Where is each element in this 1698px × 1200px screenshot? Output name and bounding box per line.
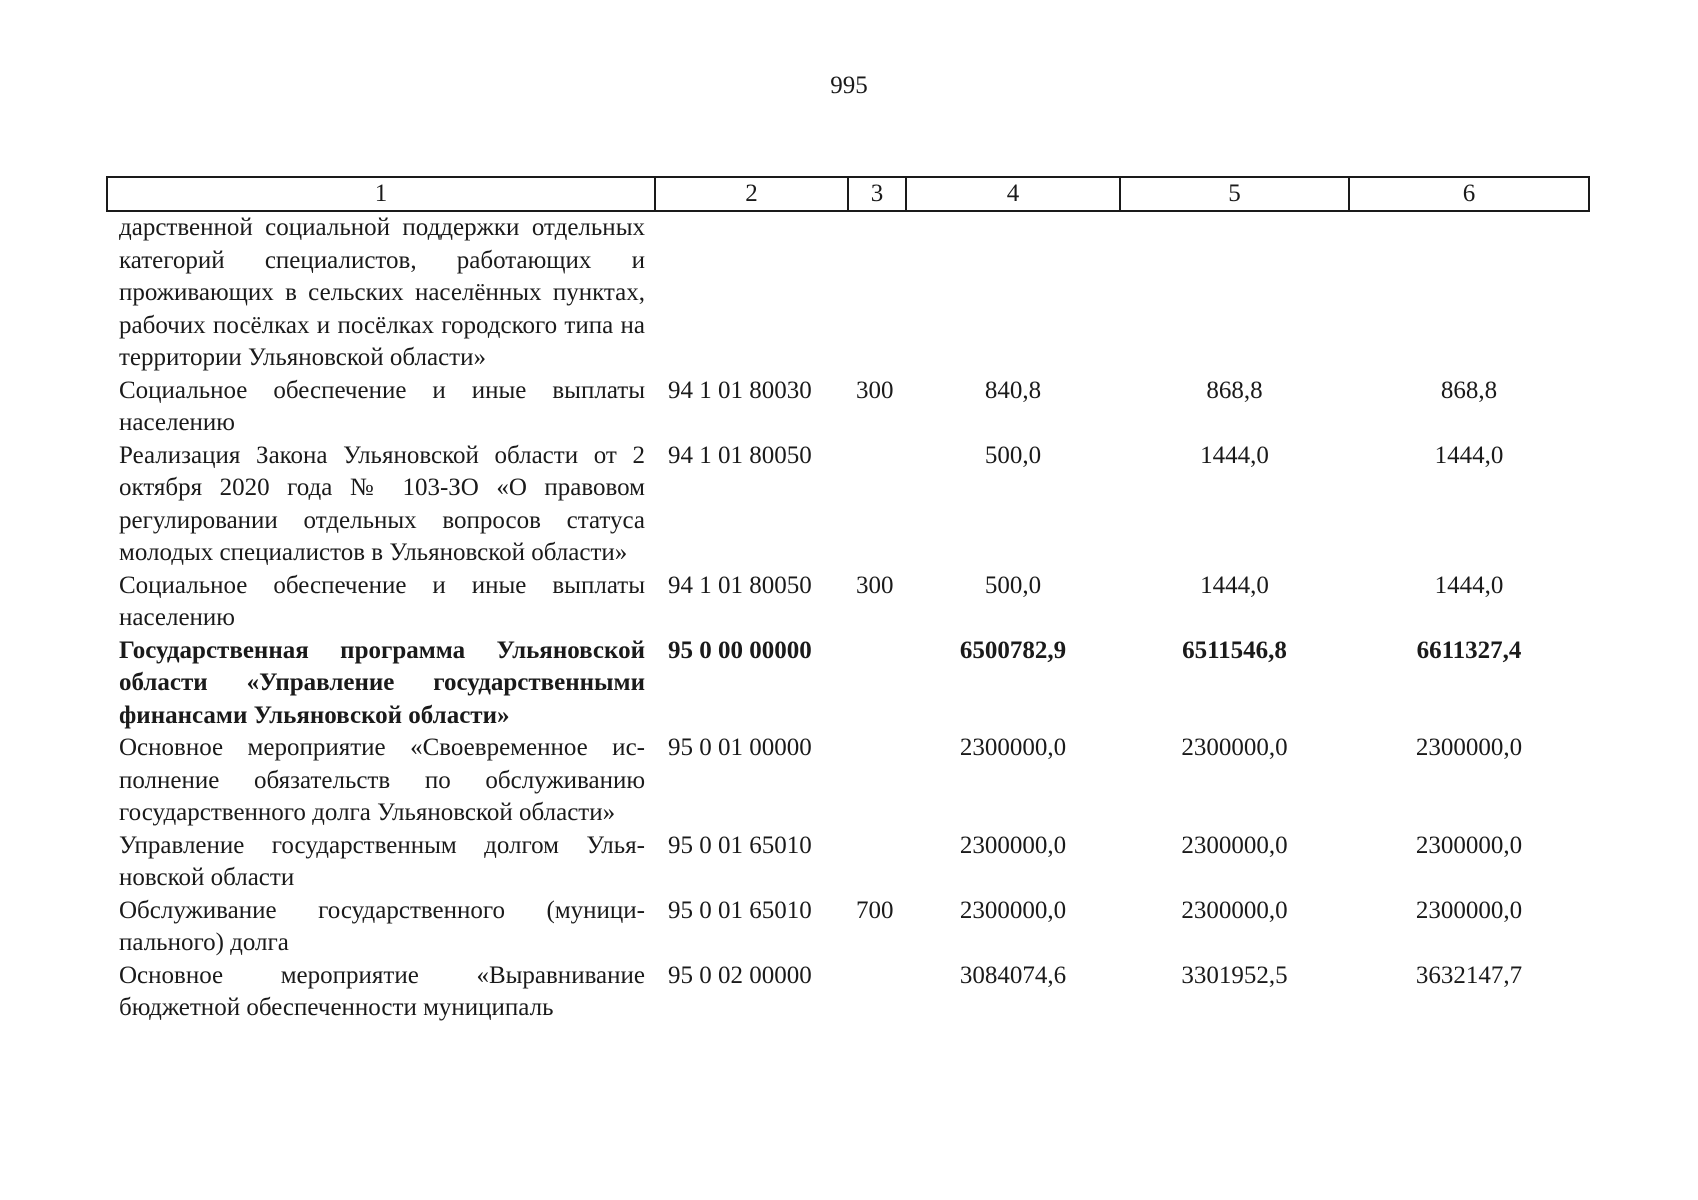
- row-value-2023-cell: [1349, 211, 1589, 375]
- row-value-2023-cell: 1444,0: [1434, 441, 1504, 469]
- row-value-2022-cell: 1444,0: [1200, 571, 1269, 599]
- row-value-2021-cell: 500,0: [984, 571, 1042, 599]
- row-value-2023-cell: 3632147,7: [1415, 961, 1523, 989]
- row-name-cell: Обслуживание государственного (муниципального) долга: [119, 896, 645, 956]
- row-code-cell: 94 1 01 80050: [668, 571, 812, 599]
- row-expense-type-cell: 700: [856, 896, 894, 924]
- row-expense-type-cell: [848, 830, 906, 895]
- row-code-cell: 94 1 01 80050: [668, 441, 812, 469]
- row-code-cell: 94 1 01 80030: [668, 376, 812, 404]
- table-row: [107, 732, 1589, 830]
- row-value-2022-cell: 2300000,0: [1181, 734, 1288, 761]
- table-row: [107, 635, 1589, 733]
- column-header-3: 3: [848, 177, 906, 211]
- row-name-cell: дарственной социальной поддержки отдельных категорий специалистов, работающих и проживающих в сельских населённых пунктах, рабочих посёлках и посёлках городского типа на территории Ульяновской области»: [119, 214, 645, 371]
- row-name-cell: Социальное обеспечение и иные выплаты населению: [119, 376, 645, 436]
- column-header-5: 5: [1120, 177, 1349, 211]
- row-code-cell: 95 0 01 65010: [668, 896, 812, 924]
- row-value-2021-cell: 3084074,6: [959, 961, 1067, 989]
- row-value-2023-cell: 2300000,0: [1415, 896, 1523, 924]
- row-value-2021-cell: 2300000,0: [959, 734, 1067, 761]
- row-value-2023-cell: 868,8: [1440, 376, 1498, 404]
- row-expense-type-cell: [848, 960, 906, 1025]
- table-header-row: [107, 177, 1589, 211]
- row-code-cell: 95 0 02 00000: [668, 961, 812, 989]
- table-body: [107, 211, 1589, 1025]
- row-expense-type-cell: [848, 211, 906, 375]
- row-value-2022-cell: 2300000,0: [1181, 831, 1288, 859]
- table-row: [107, 211, 1589, 375]
- row-value-2022-cell: 868,8: [1206, 376, 1263, 404]
- column-header-1: 1: [107, 177, 655, 211]
- row-name-cell: Основное мероприятие «Своевременное исполнение обязательств по обслуживанию государственного долга Ульяновской области»: [119, 734, 645, 826]
- table-row: [107, 440, 1589, 570]
- row-value-2022-cell: 1444,0: [1200, 441, 1269, 469]
- row-name-cell: Государственная программа Ульяновской области «Управление государственными финансами Ульяновской области»: [119, 636, 645, 729]
- row-value-2023-cell: 2300000,0: [1415, 734, 1523, 761]
- row-value-2021-cell: 6500782,9: [959, 636, 1067, 664]
- budget-table: [106, 176, 1590, 1025]
- row-name-cell: Основное мероприятие «Выравнивание бюджетной обеспеченности муниципаль: [119, 961, 645, 1021]
- row-value-2021-cell: [906, 211, 1120, 375]
- row-expense-type-cell: [848, 732, 906, 830]
- row-value-2021-cell: 2300000,0: [959, 896, 1067, 924]
- table-row: [107, 830, 1589, 895]
- table-row: [107, 570, 1589, 635]
- row-value-2023-cell: 2300000,0: [1415, 831, 1523, 859]
- row-value-2022-cell: 2300000,0: [1181, 896, 1288, 924]
- row-value-2023-cell: 1444,0: [1434, 571, 1504, 599]
- row-code-cell: 95 0 01 00000: [668, 734, 812, 761]
- row-code-cell: 95 0 00 00000: [668, 636, 812, 664]
- row-value-2022-cell: 6511546,8: [1182, 636, 1287, 664]
- row-value-2022-cell: 3301952,5: [1181, 961, 1288, 989]
- row-expense-type-cell: [848, 440, 906, 570]
- row-name-cell: Управление государственным долгом Ульяновской области: [119, 831, 645, 891]
- row-expense-type-cell: [848, 635, 906, 733]
- row-value-2023-cell: 6611327,4: [1416, 636, 1522, 664]
- column-header-6: 6: [1349, 177, 1589, 211]
- table-row: [107, 960, 1589, 1025]
- row-code-cell: [655, 211, 848, 375]
- row-value-2021-cell: 2300000,0: [959, 831, 1067, 859]
- page-number: 995: [830, 72, 868, 99]
- column-header-4: 4: [906, 177, 1120, 211]
- row-expense-type-cell: 300: [856, 571, 894, 599]
- column-header-2: 2: [655, 177, 848, 211]
- row-value-2021-cell: 500,0: [984, 441, 1042, 469]
- table-row: [107, 895, 1589, 960]
- row-value-2022-cell: [1120, 211, 1349, 375]
- row-expense-type-cell: 300: [856, 376, 894, 404]
- row-name-cell: Социальное обеспечение и иные выплаты населению: [119, 571, 645, 631]
- row-value-2021-cell: 840,8: [984, 376, 1042, 404]
- table-row: [107, 375, 1589, 440]
- row-code-cell: 95 0 01 65010: [668, 831, 812, 859]
- row-name-cell: Реализация Закона Ульяновской области от 2 октября 2020 года № 103-ЗО «О правовом регулировании отдельных вопросов статуса молодых специалистов в Ульяновской области»: [119, 441, 645, 566]
